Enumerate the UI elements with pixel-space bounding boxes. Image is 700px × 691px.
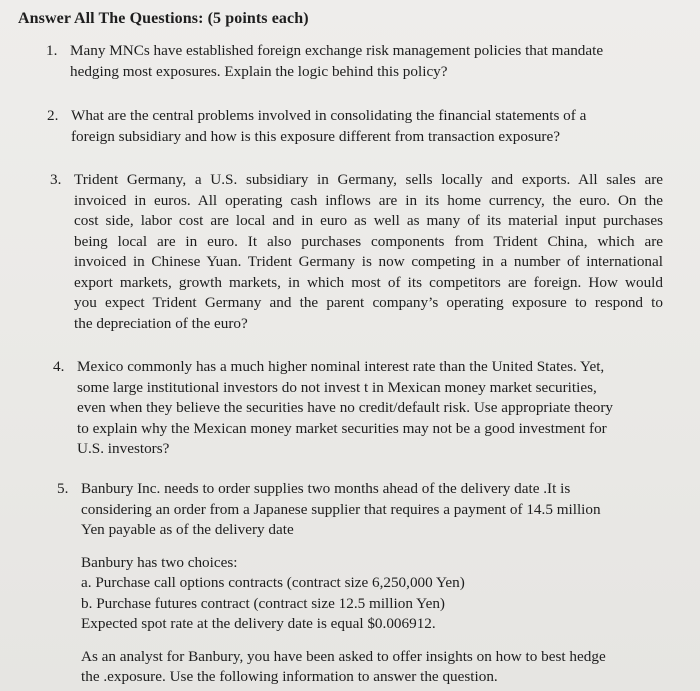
question-text-line: Mexico commonly has a much higher nominal interest rate than the United States. Yet, (77, 358, 605, 375)
question-text-line: considering an order from a Japanese supplier that requires a payment of 14.5 million (81, 500, 601, 518)
choice-item: a. Purchase call options contracts (contract size 6,250,000 Yen) (81, 574, 465, 591)
question-text-line: invoiced in euros. All operating cash inflows are in its home currency, the euro. On the (74, 191, 663, 209)
question-text-line: export markets, growth markets, in which most of its competitors are foreign. How would (74, 273, 663, 291)
question-text-line: you expect Trident Germany and the parent company’s operating exposure to respond to (74, 294, 663, 311)
question-text-line: even when they believe the securities have no credit/default risk. Use appropriate theory (77, 399, 613, 416)
question-text-line: What are the central problems involved in consolidating the financial statements of a (71, 107, 587, 124)
closing-text-line: As an analyst for Banbury, you have been asked to offer insights on how to best hedge (81, 647, 606, 665)
question-text-line: invoiced in Chinese Yuan. Trident Germany is now competing in a number of international (74, 253, 663, 270)
choice-item: b. Purchase futures contract (contract size 12.5 million Yen) (81, 594, 445, 612)
question-text-line: being local are in euro. It also purchases components from Trident China, which are (74, 232, 663, 250)
question-text-line: hedging most exposures. Explain the logic behind this policy? (70, 62, 448, 80)
question-text-line: to explain why the Mexican money market securities may not be a good investment for (77, 419, 607, 437)
question-text-line: Many MNCs have established foreign exchange risk management policies that mandate (70, 42, 604, 59)
question-number: 5. (57, 480, 69, 497)
question-number: 3. (50, 171, 62, 188)
page-heading: Answer All The Questions: (5 points each) (18, 10, 309, 27)
question-text-line: Trident Germany, a U.S. subsidiary in Germany, sells locally and exports. All sales are (74, 171, 663, 188)
question-number: 4. (53, 358, 65, 375)
question-text-line: Yen payable as of the delivery date (81, 521, 294, 538)
choices-intro: Banbury has two choices: (81, 553, 238, 571)
question-text-line: some large institutional investors do not invest t in Mexican money market securities, (77, 378, 597, 396)
question-text-line: cost side, labor cost are local and in euro as well as many of its material input purchases (74, 212, 663, 229)
choice-item: Expected spot rate at the delivery date is equal $0.006912. (81, 615, 436, 632)
question-text-line: foreign subsidiary and how is this exposure different from transaction exposure? (71, 127, 560, 145)
closing-text-line: the .exposure. Use the following information to answer the question. (81, 668, 498, 685)
question-text-line: the depreciation of the euro? (74, 314, 248, 332)
question-text-line: Banbury Inc. needs to order supplies two months ahead of the delivery date .It is (81, 480, 571, 497)
question-number: 1. (46, 42, 58, 59)
question-number: 2. (47, 107, 59, 124)
question-text-line: U.S. investors? (77, 440, 170, 457)
